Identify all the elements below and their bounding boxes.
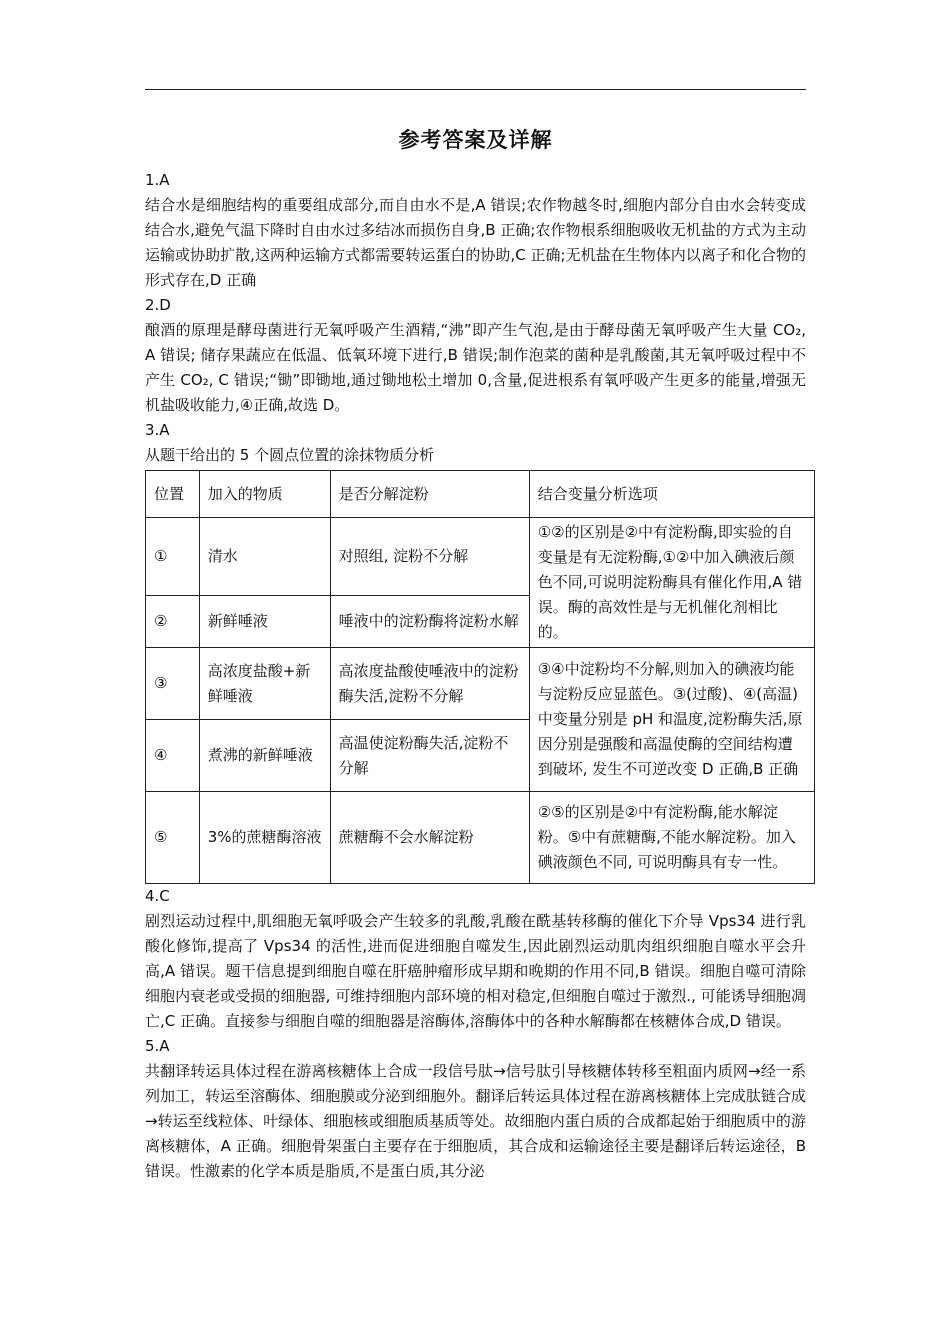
analysis-table — [145, 470, 815, 884]
cell-position: ② — [146, 596, 200, 648]
cell-position: ③ — [146, 648, 200, 720]
cell-result: 高温使淀粉酶失活,淀粉不分解 — [330, 720, 529, 792]
q2-explanation: 酿酒的原理是酵母菌进行无氧呼吸产生酒精,“沸”即产生气泡,是由于酵母菌无氧呼吸产生大量 CO₂, A 错误; 储存果蔬应在低温、低氧环境下进行,B 错误;制作泡菜的菌种是乳酸菌,其无氧呼吸过程中不产生 CO₂, C 错误;“锄”即锄地,通过锄地松土增加 0,含量,促进根系有氧呼吸产生更多的能量,增强无机盐吸收能力,④正确,故选 D。 — [145, 321, 806, 414]
q1-explanation: 结合水是细胞结构的重要组成部分,而自由水不是,A 错误;农作物越冬时,细胞内部分自由水会转变成结合水,避免气温下降时自由水过多结冰而损伤自身,B 正确;农作物根系细胞吸收无机盐的方式为主动运输或协助扩散,这两种运输方式都需要转运蛋白的协助,C 正确;无机盐在生物体内以离子和化合物的形式存在,D 正确 — [145, 196, 806, 289]
q5-explanation: 共翻译转运具体过程在游离核糖体上合成一段信号肽→信号肽引导核糖体转移至粗面内质网→经一系列加工，转运至溶酶体、细胞膜或分泌到细胞外。翻译后转运具体过程在游离核糖体上完成肽链合成→转运至线粒体、叶绿体、细胞核或细胞质基质等处。故细胞内蛋白质的合成都起始于细胞质中的游离核糖体，A 正确。细胞骨架蛋白主要存在于细胞质，其合成和运输途径主要是翻译后转运途径，B 错误。性激素的化学本质是脂质,不是蛋白质,其分泌 — [145, 1062, 806, 1180]
cell-substance: 煮沸的新鲜唾液 — [199, 720, 330, 792]
header-analysis: 结合变量分析选项 — [529, 471, 814, 518]
cell-substance: 高浓度盐酸+新鲜唾液 — [199, 648, 330, 720]
header-position: 位置 — [146, 471, 200, 518]
cell-analysis: ②⑤的区别是②中有淀粉酶,能水解淀粉。⑤中有蔗糖酶,不能水解淀粉。加入碘液颜色不同, 可说明酶具有专一性。 — [529, 792, 814, 884]
q3-answer: 3.A — [145, 421, 170, 439]
cell-substance: 清水 — [199, 518, 330, 596]
q1-answer: 1.A — [145, 171, 170, 189]
cell-analysis: ③④中淀粉均不分解,则加入的碘液均能与淀粉反应显蓝色。③(过酸)、④(高温)中变量分别是 pH 和温度,淀粉酶失活,原因分别是强酸和高温使酶的空间结构遭到破坏, 发生不可逆改变 D 正确,B 正确 — [529, 648, 814, 792]
cell-result: 高浓度盐酸使唾液中的淀粉酶失活,淀粉不分解 — [330, 648, 529, 720]
cell-result: 唾液中的淀粉酶将淀粉水解 — [330, 596, 529, 648]
cell-position: ⑤ — [146, 792, 200, 884]
table-header-row — [146, 471, 815, 518]
table-row — [146, 792, 815, 884]
table-row — [146, 648, 815, 720]
q3-intro: 从题干给出的 5 个圆点位置的涂抹物质分析 — [145, 446, 435, 464]
cell-result: 对照组, 淀粉不分解 — [330, 518, 529, 596]
q2-answer: 2.D — [145, 296, 171, 314]
header-result: 是否分解淀粉 — [330, 471, 529, 518]
cell-substance: 3%的蔗糖酶溶液 — [199, 792, 330, 884]
cell-analysis: ①②的区别是②中有淀粉酶,即实验的自变量是有无淀粉酶,①②中加入碘液后颜色不同,可说明淀粉酶具有催化作用,A 错误。酶的高效性是与无机催化剂相比的。 — [529, 518, 814, 648]
cell-position: ① — [146, 518, 200, 596]
page-title: 参考答案及详解 — [398, 128, 553, 152]
header-substance: 加入的物质 — [199, 471, 330, 518]
table-row — [146, 518, 815, 596]
cell-result: 蔗糖酶不会水解淀粉 — [330, 792, 529, 884]
q4-explanation: 剧烈运动过程中,肌细胞无氧呼吸会产生较多的乳酸,乳酸在酰基转移酶的催化下介导 Vps34 进行乳酸化修饰,提高了 Vps34 的活性,进而促进细胞自噬发生,因此剧烈运动肌肉组织细胞自噬水平会升高,A 错误。题干信息提到细胞自噬在肝癌肿瘤形成早期和晚期的作用不同,B 错误。细胞自噬可清除细胞内衰老或受损的细胞器, 可维持细胞内部环境的相对稳定,但细胞自噬过于激烈., 可能诱导细胞凋亡,C 正确。直接参与细胞自噬的细胞器是溶酶体,溶酶体中的各种水解酶都在核糖体合成,D 错误。 — [145, 912, 806, 1030]
answer-content — [145, 168, 806, 1184]
cell-position: ④ — [146, 720, 200, 792]
cell-substance: 新鲜唾液 — [199, 596, 330, 648]
q5-answer: 5.A — [145, 1037, 170, 1055]
q4-answer: 4.C — [145, 887, 170, 905]
header-rule — [145, 89, 806, 90]
